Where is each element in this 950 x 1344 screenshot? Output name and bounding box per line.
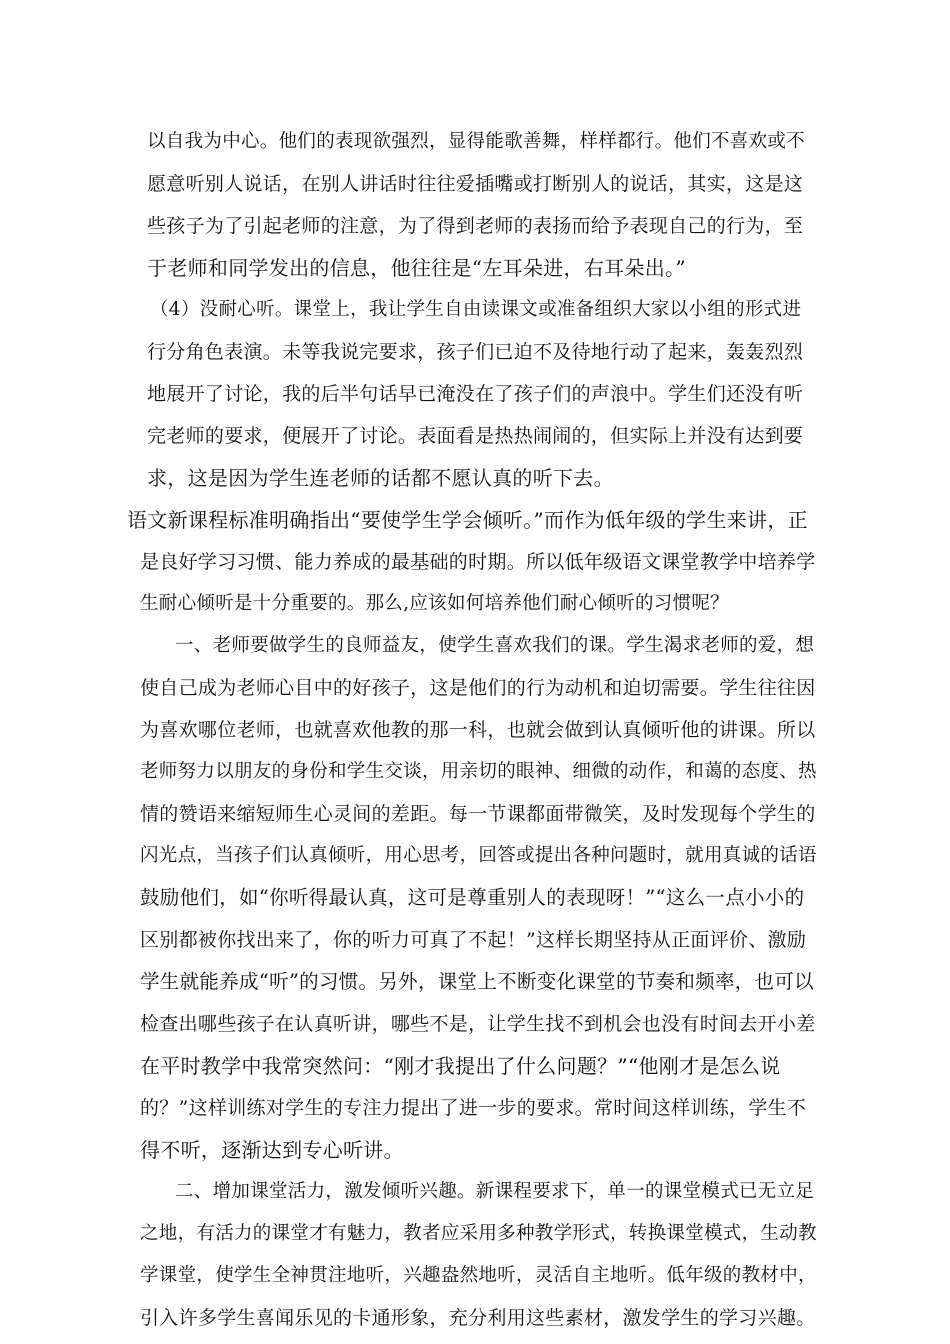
text-line: 使自己成为老师心目中的好孩子，这是他们的行为动机和迫切需要。学生往往因 [140,677,816,699]
text-line: 得不听，逐渐达到专心听讲。 [140,1138,404,1162]
text-line: 老师努力以朋友的身份和学生交谈，用亲切的眼神、细微的动作，和蔼的态度、热 [140,761,817,782]
text-line: 以自我为中心。他们的表现欲强烈，显得能歌善舞，样样都行。他们不喜欢或不 [147,131,806,152]
text-line: 愿意听别人说话，在别人讲话时往往爱插嘴或打断别人的说话，其实，这是这 [147,173,804,195]
text-line: 于老师和同学发出的信息，他往往是“左耳朵进，右耳朵出。” [147,256,686,280]
text-line: 情的赞语来缩短师生心灵间的差距。每一节课都面带微笑，及时发现每个学生的 [140,803,816,825]
text-line: 行分角色表演。未等我说完要求，孩子们已迫不及待地行动了起来，轰轰烈烈 [147,341,804,363]
text-line: 的？”这样训练对学生的专注力提出了进一步的要求。常时间这样训练，学生不 [140,1097,807,1119]
text-line: 在平时教学中我常突然问：“刚才我提出了什么问题？”“他刚才是怎么说 [140,1054,781,1078]
text-line: 之地，有活力的课堂才有魅力，教者应采用多种教学形式，转换课堂模式，生动教 [140,1223,817,1244]
text-line: 完老师的要求，便展开了讨论。表面看是热热闹闹的，但实际上并没有达到要 [147,425,804,447]
text-line: 鼓励他们，如“你听得最认真，这可是尊重别人的表现呀！”“这么一点小小的 [140,886,805,909]
text-line: 求，这是因为学生连老师的话都不愿认真的听下去。 [147,466,614,490]
text-line: 闪光点，当孩子们认真倾听，用心思考，回答或提出各种问题时，就用真诚的话语 [140,845,817,866]
text-line: 区别都被你找出来了，你的听力可真了不起！”这样长期坚持从正面评价、激励 [140,929,807,951]
text-line: （4）没耐心听。课堂上，我让学生自由读课文或准备组织大家以小组的形式进 [150,299,802,320]
text-line: 些孩子为了引起老师的注意，为了得到老师的表扬而给予表现自己的行为，至 [147,215,804,237]
text-line: 语文新课程标准明确指出“要使学生学会倾听。”而作为低年级的学生来讲，正 [127,508,808,532]
text-line: 检查出哪些孩子在认真听讲，哪些不是，让学生找不到机会也没有时间去开小差 [140,1013,816,1035]
text-line: 引入许多学生喜闻乐见的卡通形象，充分利用这些素材，激发学生的学习兴趣。 [140,1307,816,1329]
text-line: 二、增加课堂活力，激发倾听兴趣。新课程要求下，单一的课堂模式已无立足 [175,1181,815,1202]
text-line: 生耐心倾听是十分重要的。那么,应该如何培养他们耐心倾听的习惯呢？ [140,593,729,614]
text-line: 为喜欢哪位老师，也就喜欢他教的那一科，也就会做到认真倾听他的讲课。所以 [140,719,816,741]
text-line: 地展开了讨论，我的后半句话早已淹没在了孩子们的声浪中。学生们还没有听 [147,383,804,405]
text-line: 是良好学习习惯、能力养成的最基础的时期。所以低年级语文课堂教学中培养学 [140,551,816,573]
text-line: 学生就能养成“听”的习惯。另外，课堂上不断变化课堂的节奏和频率，也可以 [140,970,814,993]
text-line: 学课堂，使学生全神贯注地听，兴趣盎然地听，灵活自主地听。低年级的教材中， [140,1265,817,1286]
text-line: 一、老师要做学生的良师益友，使学生喜欢我们的课。学生渴求老师的爱，想 [175,635,815,656]
